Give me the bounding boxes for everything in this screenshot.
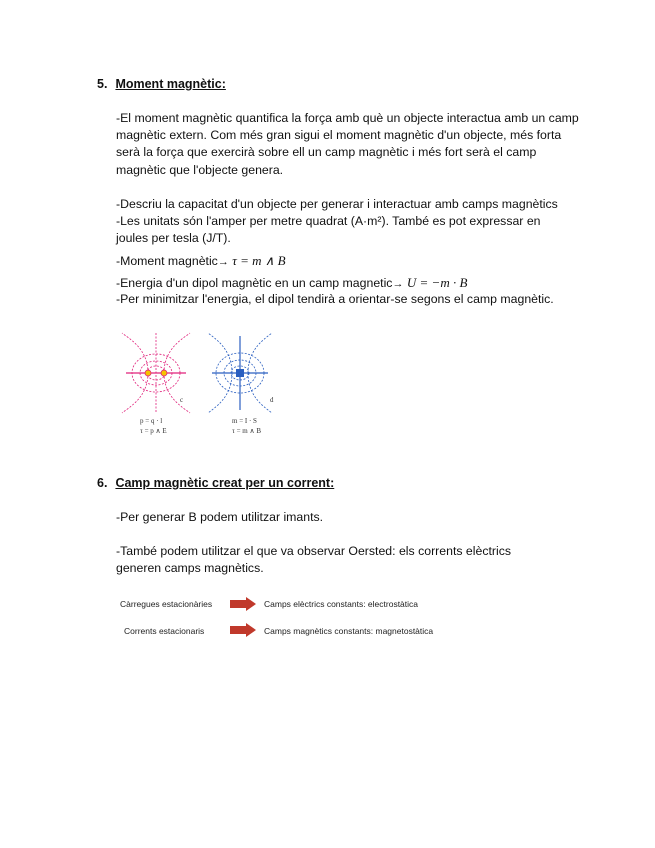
arrow-right-icon (230, 597, 256, 611)
paragraph-oersted: -També podem utilitzar el que va observar Oersted: els corrents elèctrics generen camps magnètics. (116, 544, 512, 576)
flow-source: Càrregues estacionàries (120, 599, 213, 609)
section-5-heading (97, 77, 226, 91)
magnets-line: -Per generar B podem utilitzar imants. (116, 510, 324, 524)
arrow-right-icon: → (217, 256, 229, 268)
flow-source: Corrents estacionaris (124, 626, 205, 636)
arrow-right-icon (230, 623, 256, 637)
section-title: Camp magnètic creat per un corrent: (115, 476, 335, 490)
current-loop-icon (236, 369, 244, 377)
paragraph-units: -Les unitats són l'amper per metre quadrat (A·m²). També es pot expressar en joules per tesla (J/T). (116, 214, 541, 246)
right-caption-2: τ = m ∧ B (232, 427, 261, 435)
energy-text: -Energia d'un dipol magnètic en un camp magnetic (116, 276, 393, 290)
left-caption-1: p = q · l (140, 417, 163, 425)
negative-charge-icon (161, 370, 167, 376)
right-caption-1: m = I · S (232, 417, 257, 425)
minimize-line: -Per minimitzar l'energia, el dipol tendirà a orientar-se segons el camp magnètic. (116, 292, 554, 306)
section-title: Moment magnètic: (115, 77, 226, 91)
right-figure-label: d (270, 396, 274, 404)
torque-formula: τ = m ∧ B (232, 253, 286, 268)
left-caption-2: τ = p ∧ E (140, 427, 167, 435)
flow-target: Camps magnètics constants: magnetostàtica (264, 626, 434, 636)
flow-target: Camps elèctrics constants: electrostàtica (264, 599, 419, 609)
arrow-right-icon: → (392, 278, 404, 290)
paragraph-definition: -El moment magnètic quantifica la força amb què un objecte interactua amb un camp magnètic extern. Com més gran sigui el moment magnètic d'un objecte, més forta serà la força que exercirà sobre ell un camp magnètic i més fort serà el camp magnètic que l'objecte genera. (116, 111, 579, 177)
section-number: 6. (97, 476, 108, 490)
dipole-field-figure (118, 328, 288, 443)
torque-text: -Moment magnètic (116, 254, 218, 268)
section-6-heading (97, 476, 334, 490)
section-number: 5. (97, 77, 108, 91)
positive-charge-icon (145, 370, 151, 376)
left-figure-label: c (180, 396, 184, 404)
energy-formula: U = −m · B (406, 275, 468, 290)
line-describes: -Descriu la capacitat d'un objecte per generar i interactuar amb camps magnètics (116, 197, 558, 211)
torque-line (116, 252, 286, 271)
